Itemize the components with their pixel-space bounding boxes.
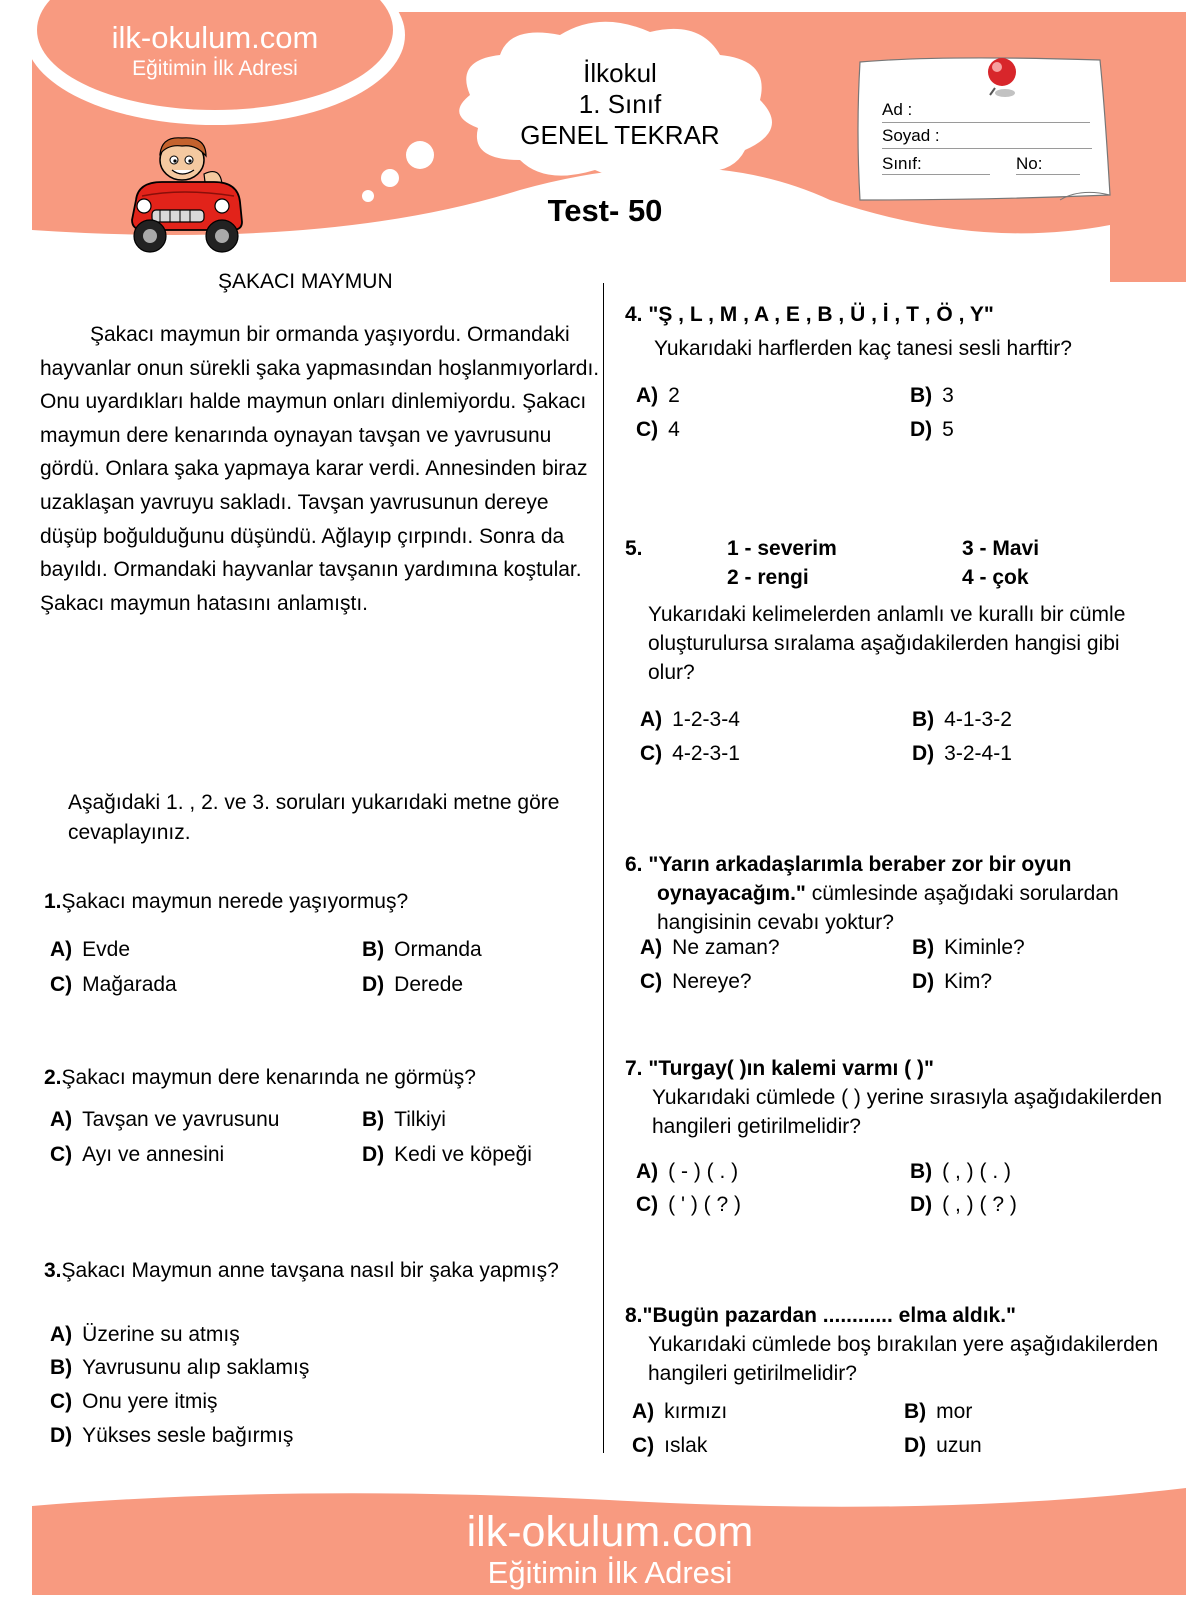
question-7-option-a[interactable]: A) ( - ) ( . ) [636, 1160, 739, 1183]
question-2-option-a[interactable]: A) Tavşan ve yavrusunu [50, 1108, 280, 1131]
question-5-option-d[interactable]: D) 3-2-4-1 [912, 742, 1012, 765]
question-1 [44, 887, 584, 916]
footer-brand-slogan: Eğitimin İlk Adresi [487, 1555, 733, 1590]
name-line [882, 122, 1090, 123]
column-divider [603, 283, 604, 1453]
question-1-option-b[interactable]: B) Ormanda [362, 938, 482, 961]
question-3 [44, 1256, 564, 1285]
header-brand-slogan: Eğitimin İlk Adresi [132, 57, 298, 80]
title-grade: 1. Sınıf [578, 89, 662, 119]
question-5-option-c[interactable]: C) 4-2-3-1 [640, 742, 740, 765]
question-6 [625, 850, 1165, 937]
student-info-card [870, 62, 1140, 208]
question-7-number: 7. [625, 1057, 643, 1080]
question-5-word-1: 1 - severim [727, 537, 837, 560]
question-1-option-d[interactable]: D) Derede [362, 973, 464, 996]
story-text [40, 318, 600, 620]
header-brand [95, 20, 335, 82]
question-2-option-d[interactable]: D) Kedi ve köpeği [362, 1143, 532, 1166]
question-4-option-a[interactable]: A) 2 [636, 384, 680, 407]
question-8-number: 8. [625, 1304, 643, 1327]
question-5-word-3: 3 - Mavi [962, 537, 1040, 560]
question-3-option-b[interactable]: B) Yavrusunu alıp saklamış [50, 1356, 310, 1379]
footer-brand-name: ilk-okulum.com [466, 1508, 754, 1556]
question-4-text: Yukarıdaki harflerden kaç tanesi sesli harftir? [654, 337, 1072, 360]
number-line [1016, 174, 1080, 175]
question-2 [44, 1063, 584, 1092]
question-5-option-b[interactable]: B) 4-1-3-2 [912, 708, 1012, 731]
question-7-sentence: "Turgay( )ın kalemi varmı ( )" [648, 1057, 934, 1080]
footer-brand [350, 1508, 870, 1590]
cartoon-car-icon [122, 130, 252, 255]
question-8 [625, 1301, 1165, 1330]
question-4-option-c[interactable]: C) 4 [636, 418, 680, 441]
question-5-option-a[interactable]: A) 1-2-3-4 [640, 708, 740, 731]
class-line [882, 174, 990, 175]
question-8-option-a[interactable]: A) kırmızı [632, 1400, 728, 1423]
question-4-option-b[interactable]: B) 3 [910, 384, 954, 407]
question-8-sentence: "Bugün pazardan ............ elma aldık." [642, 1304, 1017, 1327]
story-title: ŞAKACI MAYMUN [218, 270, 393, 293]
surname-line [882, 148, 1092, 149]
title-school-level: İlkokul [583, 58, 657, 88]
worksheet-title [470, 58, 770, 151]
question-5-word-4: 4 - çok [962, 566, 1029, 589]
question-3-option-c[interactable]: C) Onu yere itmiş [50, 1390, 218, 1413]
story-paragraph: Şakacı maymun bir ormanda yaşıyordu. Ormandaki hayvanlar onun sürekli şaka yapmasından hoşlanmıyorlardı. Onu uyardıkları halde maymun onları dinlemiyordu. Şakacı maymun dere kenarında oynayan tavşan ve yavrusunu gördü. Onlara şaka yapmaya karar verdi. Annesinden biraz uzaklaşan yavruyu sakladı. Tavşan yavrusunun dereye düşüp boğulduğunu düşündü. Ağlayıp çırpındı. Sonra da bayıldı. Ormandaki hayvanlar tavşanın yardımına koştular. Şakacı maymun hatasını anlamıştı. [40, 323, 600, 615]
question-6-text: cümlesinde aşağıdaki sorulardan hangisinin cevabı yoktur? [657, 882, 1119, 934]
question-1-number: 1. [44, 890, 62, 913]
question-7-option-d[interactable]: D) ( , ) ( ? ) [910, 1193, 1017, 1216]
question-8-text: Yukarıdaki cümlede boş bırakılan yere aşağıdakilerden hangileri getirilmelidir? [648, 1333, 1159, 1385]
question-7 [625, 1054, 1165, 1083]
question-4-option-d[interactable]: D) 5 [910, 418, 954, 441]
question-4 [625, 300, 1165, 329]
question-7-text: Yukarıdaki cümlede ( ) yerine sırasıyla aşağıdakilerden hangileri getirilmelidir? [652, 1086, 1163, 1138]
class-label: Sınıf: [882, 154, 922, 173]
surname-label: Soyad : [882, 126, 940, 145]
question-4-letters: "Ş , L , M , A , E , B , Ü , İ , T , Ö , Y" [648, 303, 994, 326]
header-brand-name: ilk-okulum.com [111, 20, 319, 55]
question-8-option-b[interactable]: B) mor [904, 1400, 973, 1423]
question-3-number: 3. [44, 1259, 62, 1282]
question-5-word-2: 2 - rengi [727, 566, 809, 589]
question-6-sentence: "Yarın arkadaşlarımla beraber zor bir oyun oynayacağım." [648, 853, 1072, 905]
question-1-option-a[interactable]: A) Evde [50, 938, 131, 961]
title-subject: GENEL TEKRAR [520, 120, 720, 150]
instruction-text: Aşağıdaki 1. , 2. ve 3. soruları yukarıdaki metne göre cevaplayınız. [68, 791, 560, 844]
number-label: No: [1016, 154, 1043, 173]
question-5-text: Yukarıdaki kelimelerden anlamlı ve kurallı bir cümle oluşturulursa sıralama aşağıdakilerden hangisi gibi olur? [648, 603, 1126, 684]
question-7-option-b[interactable]: B) ( , ) ( . ) [910, 1160, 1011, 1183]
test-number: Test- 50 [547, 193, 663, 228]
question-6-option-d[interactable]: D) Kim? [912, 970, 993, 993]
question-2-number: 2. [44, 1066, 62, 1089]
question-7-option-c[interactable]: C) ( ' ) ( ? ) [636, 1193, 742, 1216]
question-1-text: Şakacı maymun nerede yaşıyormuş? [61, 890, 409, 913]
question-3-text: Şakacı Maymun anne tavşana nasıl bir şaka yapmış? [61, 1259, 559, 1282]
question-8-option-c[interactable]: C) ıslak [632, 1434, 708, 1457]
question-1-option-c[interactable]: C) Mağarada [50, 973, 177, 996]
question-6-option-b[interactable]: B) Kiminle? [912, 936, 1025, 959]
question-2-option-b[interactable]: B) Tilkiyi [362, 1108, 446, 1131]
question-2-option-c[interactable]: C) Ayı ve annesini [50, 1143, 225, 1166]
question-3-option-d[interactable]: D) Yükses sesle bağırmış [50, 1424, 294, 1447]
question-3-option-a[interactable]: A) Üzerine su atmış [50, 1323, 240, 1346]
question-6-option-c[interactable]: C) Nereye? [640, 970, 752, 993]
question-5-number: 5. [625, 537, 643, 560]
name-label: Ad : [882, 100, 913, 119]
question-8-option-d[interactable]: D) uzun [904, 1434, 982, 1457]
question-2-text: Şakacı maymun dere kenarında ne görmüş? [61, 1066, 476, 1089]
question-6-option-a[interactable]: A) Ne zaman? [640, 936, 780, 959]
question-4-number: 4. [625, 303, 643, 326]
question-6-number: 6. [625, 853, 643, 876]
